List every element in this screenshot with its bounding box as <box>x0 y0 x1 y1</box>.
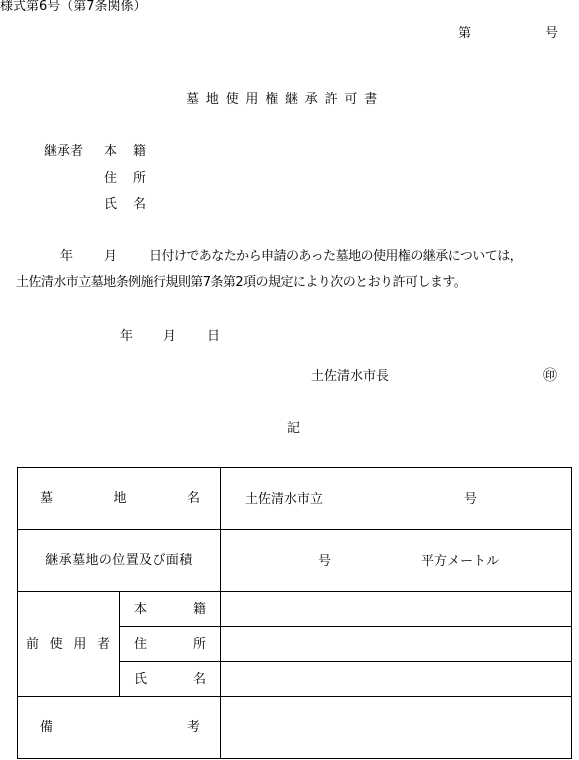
body-line1: 日付けであなたから申請のあった墓地の使用権の継承については， <box>149 249 523 264</box>
remarks-label-cell: 備 考 <box>18 697 221 759</box>
issuer-name: 土佐清水市長 <box>311 369 390 384</box>
previous-user-honseki-value <box>221 592 572 627</box>
successor-honseki-label: 本 籍 <box>104 144 146 159</box>
location-area-value-cell <box>221 530 572 592</box>
doc-number-prefix: 第 <box>458 26 472 41</box>
successor-name-label: 氏 名 <box>104 197 146 212</box>
body-line2: 土佐清水市立墓地条例施行規則第7条第2項の規定により次のとおり許可します。 <box>16 275 467 290</box>
document-title: 墓地使用権継承許可書 <box>186 92 385 107</box>
doc-number-suffix: 号 <box>545 26 559 41</box>
issue-year: 年 <box>120 329 134 344</box>
cemetery-go-text: 号 <box>464 492 478 507</box>
cemetery-name-value-cell <box>221 468 572 530</box>
location-area-label-cell: 継承墓地の位置及び面積 <box>18 530 221 592</box>
plot-go-text: 号 <box>318 554 332 569</box>
successor-address-label: 住 所 <box>104 171 146 186</box>
ki-label: 記 <box>287 421 301 436</box>
previous-user-address-value <box>221 627 572 662</box>
area-unit-text: 平方メートル <box>421 554 500 569</box>
issue-month: 月 <box>163 329 177 344</box>
issue-day: 日 <box>207 329 221 344</box>
previous-user-honseki-label: 本 籍 <box>120 592 221 627</box>
remarks-value-cell <box>221 697 572 759</box>
seal-mark: ㊞ <box>543 368 557 384</box>
previous-user-name-value <box>221 662 572 697</box>
previous-user-label-cell: 前 使 用 者 <box>18 592 120 697</box>
body-year: 年 <box>60 249 74 264</box>
cemetery-name-label-cell: 墓 地 名 <box>18 468 221 530</box>
previous-user-address-label: 住 所 <box>120 627 221 662</box>
body-month: 月 <box>104 249 118 264</box>
form-label: 様式第6号（第7条関係） <box>0 0 147 14</box>
previous-user-name-label: 氏 名 <box>120 662 221 697</box>
cemetery-city-text: 土佐清水市立 <box>245 492 324 507</box>
successor-label: 継承者 <box>44 144 84 159</box>
details-table <box>17 467 572 759</box>
